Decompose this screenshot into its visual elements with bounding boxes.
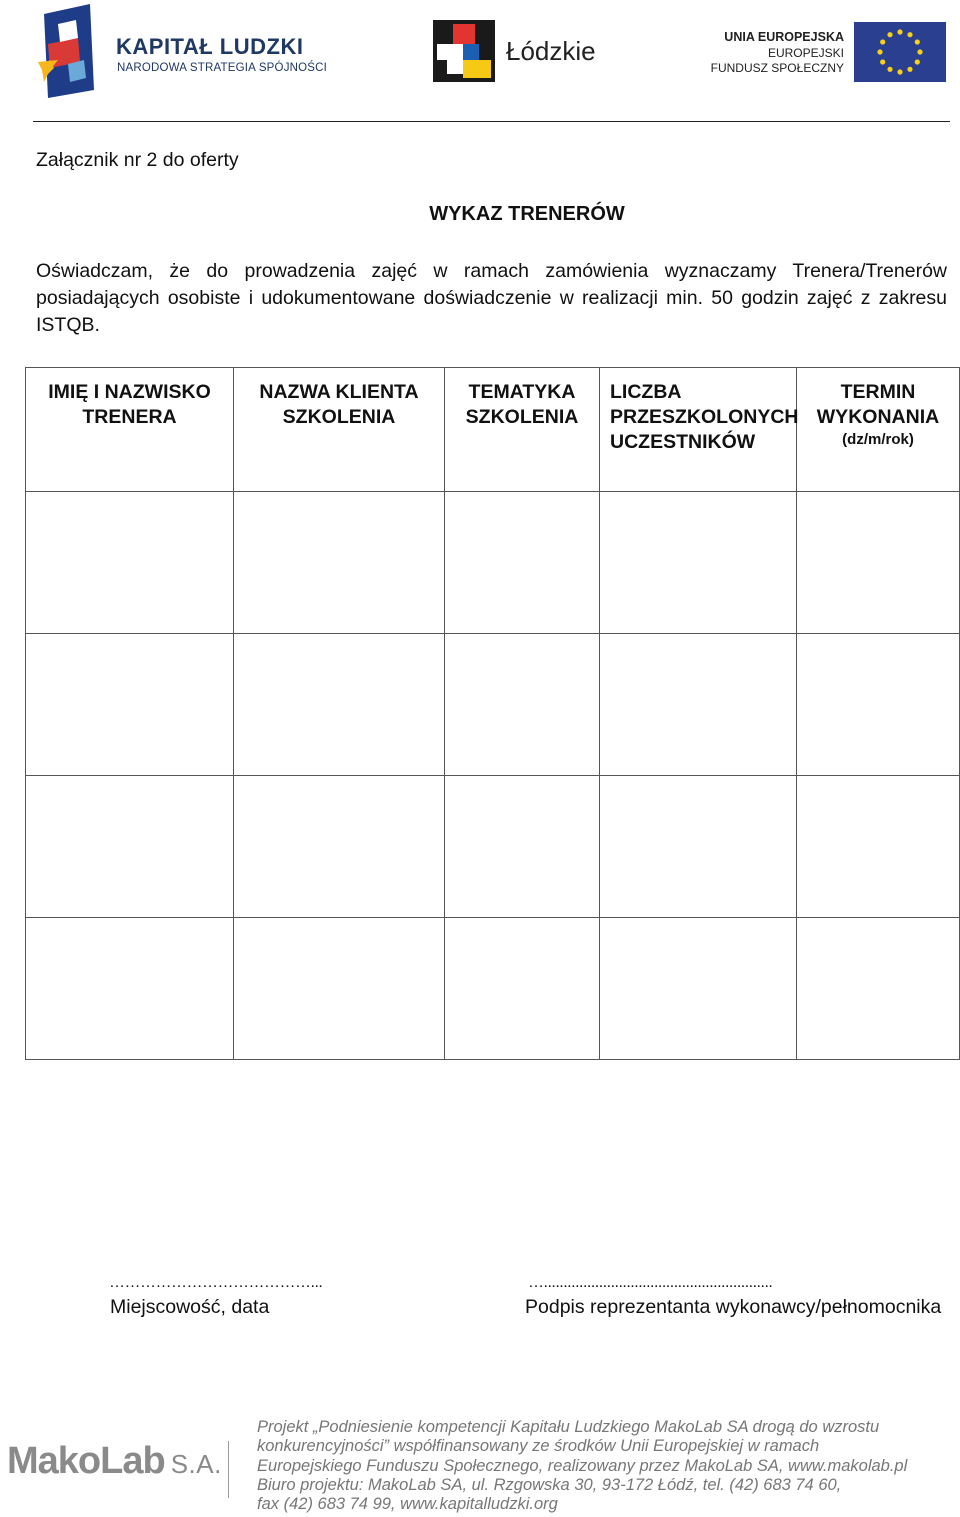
header-text: SZKOLENIA	[282, 406, 396, 428]
table-cell[interactable]	[445, 776, 600, 918]
table-cell[interactable]	[797, 492, 960, 634]
table-row	[26, 492, 960, 634]
table-cell[interactable]	[26, 634, 234, 776]
header-text: LICZBA	[610, 381, 682, 403]
table-cell[interactable]	[445, 634, 600, 776]
makolab-logo	[7, 1440, 222, 1483]
table-cell[interactable]	[234, 776, 445, 918]
table-cell[interactable]	[797, 776, 960, 918]
table-cell[interactable]	[445, 492, 600, 634]
table-cell[interactable]	[797, 918, 960, 1060]
kapital-ludzki-flag-icon	[38, 4, 96, 98]
header-completion-date	[797, 368, 960, 492]
place-date-line: …………………………………...	[109, 1274, 323, 1291]
table-cell[interactable]	[797, 634, 960, 776]
header-text: PRZESZKOLONYCH	[610, 406, 799, 428]
lodzkie-logo	[433, 20, 623, 84]
eu-title: UNIA EUROPEJSKA	[724, 30, 844, 44]
header-client-name	[234, 368, 445, 492]
table-cell[interactable]	[600, 918, 797, 1060]
table-cell[interactable]	[445, 918, 600, 1060]
kapital-ludzki-subtitle: NARODOWA STRATEGIA SPÓJNOŚCI	[117, 62, 328, 74]
signature-line: …..........................................................	[528, 1274, 773, 1291]
lodzkie-text: Łódzkie	[506, 36, 596, 66]
signature-label: Podpis reprezentanta wykonawcy/pełnomocnika	[525, 1296, 942, 1318]
table-cell[interactable]	[600, 776, 797, 918]
footer-line: fax (42) 683 74 99, www.kapitalludzki.org	[257, 1495, 558, 1514]
table-cell[interactable]	[26, 918, 234, 1060]
eu-flag-icon	[854, 22, 946, 82]
makolab-suffix: S.A.	[170, 1449, 222, 1479]
table-row	[26, 634, 960, 776]
header-text: TERMIN	[840, 381, 916, 403]
table-cell[interactable]	[600, 492, 797, 634]
trainers-table	[25, 367, 960, 1060]
header-text: WYKONANIA	[816, 406, 940, 428]
footer-line: Biuro projektu: MakoLab SA, ul. Rzgowska 30, 93-172 Łódź, tel. (42) 683 74 60,	[257, 1475, 842, 1494]
table-cell[interactable]	[26, 776, 234, 918]
header-text: NAZWA KLIENTA	[259, 381, 419, 403]
eu-logo	[712, 20, 948, 84]
footer-line: konkurencyjności” współfinansowany ze środków Unii Europejskiej w ramach	[257, 1437, 820, 1456]
makolab-brand: MakoLab	[7, 1440, 165, 1482]
place-date-label: Miejscowość, data	[110, 1296, 270, 1318]
eu-fund-line1: EUROPEJSKI	[767, 46, 844, 60]
header-text: UCZESTNIKÓW	[610, 431, 756, 453]
header-text: SZKOLENIA	[465, 406, 579, 428]
kapital-ludzki-logo	[36, 4, 336, 100]
statement-paragraph: Oświadczam, że do prowadzenia zajęć w ramach zamówienia wyznaczamy Trenera/Trenerów posiadających osobiste i udokumentowane doświadczenie w realizacji min. 50 godzin zajęć z zakresu ISTQB.	[36, 260, 947, 336]
footer-line: Europejskiego Funduszu Społecznego, realizowany przez MakoLab SA, www.makolab.pl	[257, 1456, 908, 1475]
header-text: TEMATYKA	[468, 381, 576, 403]
eu-fund-line2: FUNDUSZ SPOŁECZNY	[710, 61, 844, 75]
table-cell[interactable]	[234, 918, 445, 1060]
lodzkie-emblem-icon	[433, 20, 495, 82]
header-text: TRENERA	[82, 406, 177, 428]
header-text: IMIĘ I NAZWISKO	[48, 381, 211, 403]
footer-line: Projekt „Podniesienie kompetencji Kapitału Ludzkiego MakoLab SA drogą do wzrostu	[257, 1418, 880, 1436]
header-divider	[33, 121, 950, 122]
annex-label: Załącznik nr 2 do oferty	[36, 149, 239, 171]
table-row	[26, 776, 960, 918]
table-header-row	[26, 368, 960, 492]
document-title: WYKAZ TRENERÓW	[429, 203, 625, 225]
table-cell[interactable]	[234, 492, 445, 634]
header-trainer-name	[26, 368, 234, 492]
table-cell[interactable]	[600, 634, 797, 776]
table-cell[interactable]	[26, 492, 234, 634]
footer-divider	[228, 1441, 229, 1498]
table-row	[26, 918, 960, 1060]
table-cell[interactable]	[234, 634, 445, 776]
header-date-format: (dz/m/rok)	[842, 431, 914, 448]
header-participants-count	[600, 368, 797, 492]
header-training-topic	[445, 368, 600, 492]
footer-project-info	[257, 1418, 957, 1514]
kapital-ludzki-title: KAPITAŁ LUDZKI	[116, 34, 304, 59]
